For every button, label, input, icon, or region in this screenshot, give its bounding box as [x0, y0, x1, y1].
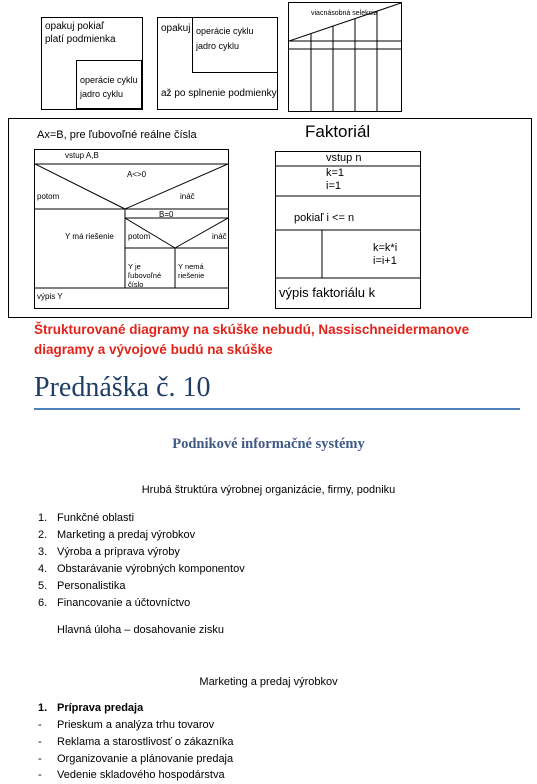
ns-right-loop: pokiaľ i <= n: [294, 212, 355, 224]
list2-item: Prieskum a analýza trhu tovarov: [57, 719, 215, 731]
loop-body-box: [76, 60, 142, 109]
ns-left-title: Ax=B, pre ľubovoľné reálne čísla: [37, 129, 197, 141]
list1-num: 5.: [38, 580, 48, 592]
diagram2-inner1: operácie cyklu: [196, 26, 254, 36]
list1-num: 1.: [38, 512, 48, 524]
ns-left-res2b: Y nemá riešenie: [178, 262, 205, 280]
list2-dash: -: [38, 753, 42, 765]
section2-title: Marketing a predaj výrobkov: [199, 676, 338, 688]
diagram3-label: viacnásobná selekcia: [311, 10, 378, 17]
diagram1-inner1: operácie cyklu: [80, 75, 138, 85]
list1-item: Financovanie a účtovníctvo: [57, 597, 191, 609]
ns-right-body1: k=k*i: [373, 242, 398, 254]
diagram2-inner2: jadro cyklu: [196, 41, 240, 51]
ns-left-cond1: A<>0: [127, 170, 147, 179]
list1-num: 6.: [38, 597, 48, 609]
ns-left-no1: ináč: [180, 192, 195, 201]
ns-right-init1: k=1: [326, 167, 345, 179]
ns-diagrams-frame: [8, 118, 532, 318]
list2-dash: -: [38, 769, 42, 781]
ns-right-body2: i=i+1: [373, 255, 397, 267]
title-rule: [34, 408, 520, 410]
multi-selection-lines: [289, 3, 401, 111]
multi-selection-diagram: [288, 2, 402, 112]
main-task: Hlavná úloha – dosahovanie zisku: [57, 624, 224, 636]
diagram1-label2: platí podmienka: [45, 34, 116, 45]
list1-num: 3.: [38, 546, 48, 558]
diagram1-label1: opakuj pokiaľ: [45, 21, 105, 32]
ns-left-no2: ináč: [212, 232, 227, 241]
list1-num: 2.: [38, 529, 48, 541]
page-title: Prednáška č. 10: [34, 372, 211, 403]
ns-left-yes1: potom: [37, 192, 60, 201]
list1-item: Funkčné oblasti: [57, 512, 135, 524]
list1-item: Výroba a príprava výroby: [57, 546, 180, 558]
ns-left-output: výpis Y: [37, 292, 63, 301]
list2-head: Príprava predaja: [57, 702, 144, 714]
list2-dash: -: [38, 736, 42, 748]
ns-right-diagram: [275, 151, 421, 309]
list2-item: Vedenie skladového hospodárstva: [57, 769, 225, 781]
ns-right-init2: i=1: [326, 180, 341, 192]
loop-body-box: [192, 18, 277, 73]
list1-num: 4.: [38, 563, 48, 575]
diagram1-inner2: jadro cyklu: [80, 89, 124, 99]
ns-left-result1: Y má riešenie: [65, 232, 114, 241]
list1-item: Personalistika: [57, 580, 126, 592]
ns-left-yes2: potom: [128, 232, 151, 241]
list1-item: Obstarávanie výrobných komponentov: [57, 563, 245, 575]
ns-left-input: vstup A,B: [65, 151, 99, 160]
ns-right-input: vstup n: [326, 152, 362, 164]
list2-head-num: 1.: [38, 702, 48, 714]
ns-right-title: Faktoriál: [305, 122, 371, 141]
list2-dash: -: [38, 719, 42, 731]
loop-while-diagram: [41, 17, 143, 110]
loop-until-diagram: [157, 17, 278, 110]
list2-item: Reklama a starostlivosť o zákazníka: [57, 736, 234, 748]
section1-title: Hrubá štruktúra výrobnej organizácie, firmy, podniku: [141, 484, 396, 496]
ns-left-diagram: [34, 149, 229, 309]
diagram2-label1: opakuj: [161, 23, 191, 34]
ns-left-cond2: B=0: [159, 210, 174, 219]
ns-right-output: výpis faktoriálu k: [279, 285, 376, 300]
ns-left-res2a: Y je ľubovoľné číslo: [128, 262, 162, 289]
exam-notice: Štrukturované diagramy na skúške nebudú, Nassischneidermanove diagramy a vývojové budú na skúške: [34, 322, 470, 357]
diagram2-bottom: až po splnenie podmienky: [161, 88, 277, 99]
section-subtitle: Podnikové informačné systémy: [172, 436, 365, 452]
list1-item: Marketing a predaj výrobkov: [57, 529, 196, 541]
list2-item: Organizovanie a plánovanie predaja: [57, 753, 234, 765]
